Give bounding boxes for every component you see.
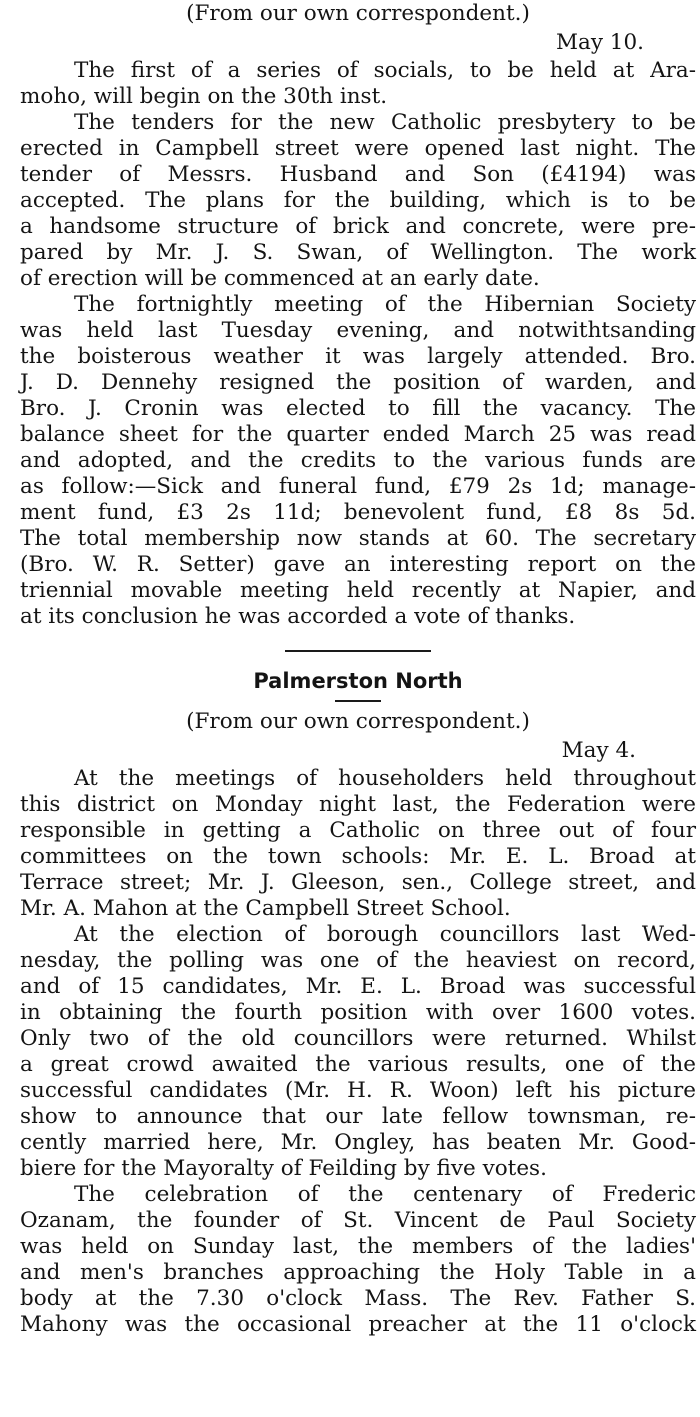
text-line: and men's branches approaching the Holy Table in a: [20, 1260, 696, 1285]
text-line: responsible in getting a Catholic on three out of four: [20, 818, 696, 843]
text-line: Terrace street; Mr. J. Gleeson, sen., College street, and: [20, 870, 696, 895]
paragraph: [20, 922, 696, 1182]
text-line: accepted. The plans for the building, which is to be: [20, 188, 696, 213]
paragraph: [20, 1182, 696, 1338]
text-line: At the election of borough councillors last Wed-: [74, 922, 696, 947]
text-line: and adopted, and the credits to the various funds are: [20, 448, 696, 473]
text-line: show to announce that our late fellow townsman, re-: [20, 1104, 696, 1129]
text-line: The celebration of the centenary of Frederic: [74, 1182, 696, 1207]
heading-underline-rule: [335, 700, 381, 702]
text-line: Bro. J. Cronin was elected to fill the vacancy. The: [20, 396, 696, 421]
text-line: The first of a series of socials, to be held at Ara-: [74, 58, 696, 83]
text-line: At the meetings of householders held throughout: [74, 766, 696, 791]
text-line: The fortnightly meeting of the Hibernian Society: [74, 292, 696, 317]
text-line: at its conclusion he was accorded a vote of thanks.: [20, 604, 576, 629]
section-heading: Palmerston North: [253, 669, 463, 693]
paragraph: [20, 292, 696, 630]
text-line: as follow:—Sick and funeral fund, £79 2s 1d; manage-: [20, 474, 696, 499]
text-line: Only two of the old councillors were returned. Whilst: [20, 1026, 696, 1051]
text-line: of erection will be commenced at an early date.: [20, 266, 540, 291]
text-line: Mahony was the occasional preacher at the 11 o'clock: [20, 1312, 696, 1337]
text-line: Mr. A. Mahon at the Campbell Street School.: [20, 896, 511, 921]
text-line: nesday, the polling was one of the heaviest on record,: [20, 948, 696, 973]
paragraph: [20, 766, 696, 922]
text-line: the boisterous weather it was largely attended. Bro.: [20, 344, 696, 369]
paragraph: [20, 58, 696, 110]
text-line: biere for the Mayoralty of Feilding by five votes.: [20, 1156, 547, 1181]
text-line: tender of Messrs. Husband and Son (£4194) was: [20, 162, 696, 187]
text-line: balance sheet for the quarter ended March 25 was read: [20, 422, 696, 447]
text-line: The total membership now stands at 60. The secretary: [20, 526, 696, 551]
text-line: a handsome structure of brick and concrete, were pre-: [20, 214, 696, 239]
text-line: committees on the town schools: Mr. E. L. Broad at: [20, 844, 696, 869]
text-line: body at the 7.30 o'clock Mass. The Rev. Father S.: [20, 1286, 696, 1311]
text-line: was held on Sunday last, the members of the ladies': [20, 1234, 696, 1259]
section-divider-rule: [285, 650, 431, 652]
byline: (From our own correspondent.): [186, 709, 530, 734]
text-line: moho, will begin on the 30th inst.: [20, 84, 388, 109]
text-line: and of 15 candidates, Mr. E. L. Broad was successful: [20, 974, 696, 999]
text-line: The tenders for the new Catholic presbytery to be: [74, 110, 696, 135]
text-line: a great crowd awaited the various results, one of the: [20, 1052, 696, 1077]
text-line: ment fund, £3 2s 11d; benevolent fund, £8 8s 5d.: [20, 500, 696, 525]
text-line: (Bro. W. R. Setter) gave an interesting report on the: [20, 552, 696, 577]
text-line: Ozanam, the founder of St. Vincent de Paul Society: [20, 1208, 696, 1233]
dateline: May 4.: [561, 738, 636, 763]
text-line: in obtaining the fourth position with over 1600 votes.: [20, 1000, 696, 1025]
text-line: this district on Monday night last, the Federation were: [20, 792, 696, 817]
text-line: successful candidates (Mr. H. R. Woon) left his picture: [20, 1078, 696, 1103]
text-line: was held last Tuesday evening, and notwithtsanding: [20, 318, 696, 343]
dateline: May 10.: [555, 30, 644, 55]
byline: (From our own correspondent.): [186, 1, 530, 26]
text-line: triennial movable meeting held recently at Napier, and: [20, 578, 696, 603]
text-line: erected in Campbell street were opened last night. The: [20, 136, 696, 161]
paragraph: [20, 110, 696, 292]
text-line: cently married here, Mr. Ongley, has beaten Mr. Good-: [20, 1130, 696, 1155]
text-line: J. D. Dennehy resigned the position of warden, and: [20, 370, 696, 395]
newspaper-column: [20, 0, 696, 1338]
text-line: pared by Mr. J. S. Swan, of Wellington. The work: [20, 240, 696, 265]
